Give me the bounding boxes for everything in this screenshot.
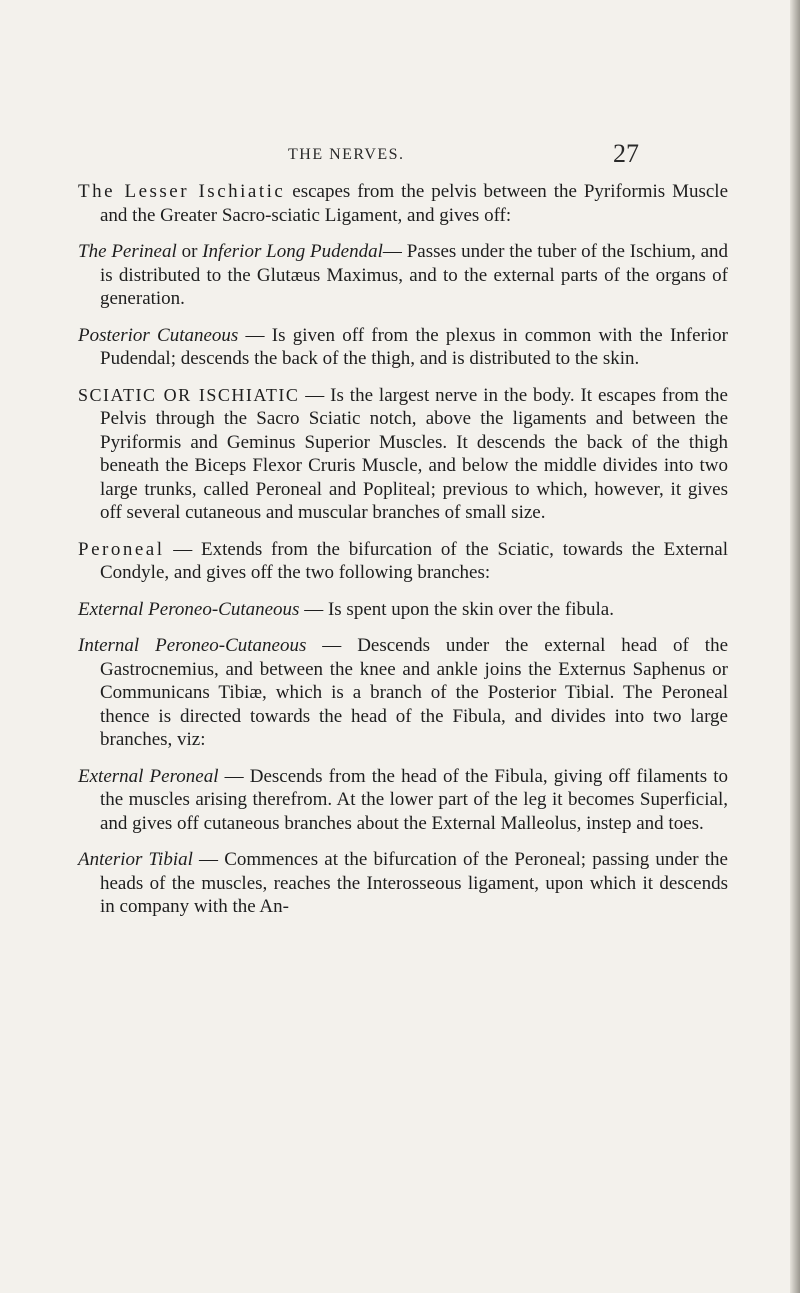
entry-heading: Anterior Tibial <box>78 849 193 870</box>
entry-text: — Descends from the head of the Fibula, giving off filaments to the muscles arising therefrom. At the lower part of the leg it becomes Superficial, and gives off cutaneous branches about the External Malleolus, instep and toes. <box>100 765 728 834</box>
entry-connector: or <box>176 241 203 262</box>
entry-text: — Is given off from the plexus in common with the Inferior Pudendal; descends the back of the thigh, and is distributed to the skin. <box>100 324 729 369</box>
entry-heading: Peroneal <box>78 538 165 560</box>
entry-perineal <box>78 240 728 311</box>
page-number: 27 <box>613 139 639 168</box>
entry-external-peroneal <box>78 765 728 836</box>
entry-text: — Passes under the tuber of the Ischium, and is distributed to the Glutæus Maximus, and to the external parts of the organs of generation. <box>100 241 729 309</box>
entry-anterior-tibial <box>78 848 728 919</box>
entry-external-peroneo-cutaneous <box>78 598 728 622</box>
entry-heading: External Peroneo-Cutaneous <box>78 598 300 620</box>
entry-heading: The Perineal <box>78 241 177 262</box>
entry-peroneal <box>78 538 728 585</box>
entry-heading: Internal Peroneo-Cutaneous <box>78 635 307 656</box>
page-spine-edge <box>790 0 800 1293</box>
entry-text: escapes from the pelvis between the Pyriformis Muscle and the Greater Sacro-sciatic Ligament, and gives off: <box>100 181 729 226</box>
entry-text: — Is spent upon the skin over the fibula. <box>299 598 614 620</box>
running-title: THE NERVES. <box>288 146 405 163</box>
entry-sciatic <box>78 384 728 525</box>
entry-heading: The Lesser Ischiatic <box>78 181 286 202</box>
page-body <box>78 180 728 932</box>
running-head <box>0 139 800 168</box>
entry-heading-alt: Inferior Long Pudendal <box>202 241 383 262</box>
entry-posterior-cutaneous <box>78 324 728 371</box>
entry-heading: SCIATIC OR ISCHIATIC <box>78 384 300 405</box>
entry-text: — Commences at the bifurcation of the Peroneal; passing under the heads of the muscles, reaches the Interosseous ligament, upon which it descends in company with the An- <box>100 849 728 917</box>
entry-heading: Posterior Cutaneous <box>78 324 239 346</box>
entry-text: — Descends under the external head of the Gastrocnemius, and between the knee and ankle joins the Externus Saphenus or Communicans Tibiæ, which is a branch of the Posterior Tibial. The Peroneal thence is directed towards the head of the Fibula, and divides into two large branches, viz: <box>100 635 728 750</box>
entry-text: — Extends from the bifurcation of the Sciatic, towards the External Condyle, and gives off the two following branches: <box>100 538 728 583</box>
entry-text: — Is the largest nerve in the body. It escapes from the Pelvis through the Sacro Sciatic notch, above the ligaments and between the Pyriformis and Geminus Superior Muscles. It descends the back of the thigh beneath the Biceps Flexor Cruris Muscle, and below the middle divides into two large trunks, called Peroneal and Popliteal; previous to which, however, it gives off several cutaneous and muscular branches of small size. <box>100 384 728 523</box>
entry-lesser-ischiatic <box>78 180 728 227</box>
entry-internal-peroneo-cutaneous <box>78 634 728 752</box>
entry-heading: External Peroneal <box>78 765 219 787</box>
